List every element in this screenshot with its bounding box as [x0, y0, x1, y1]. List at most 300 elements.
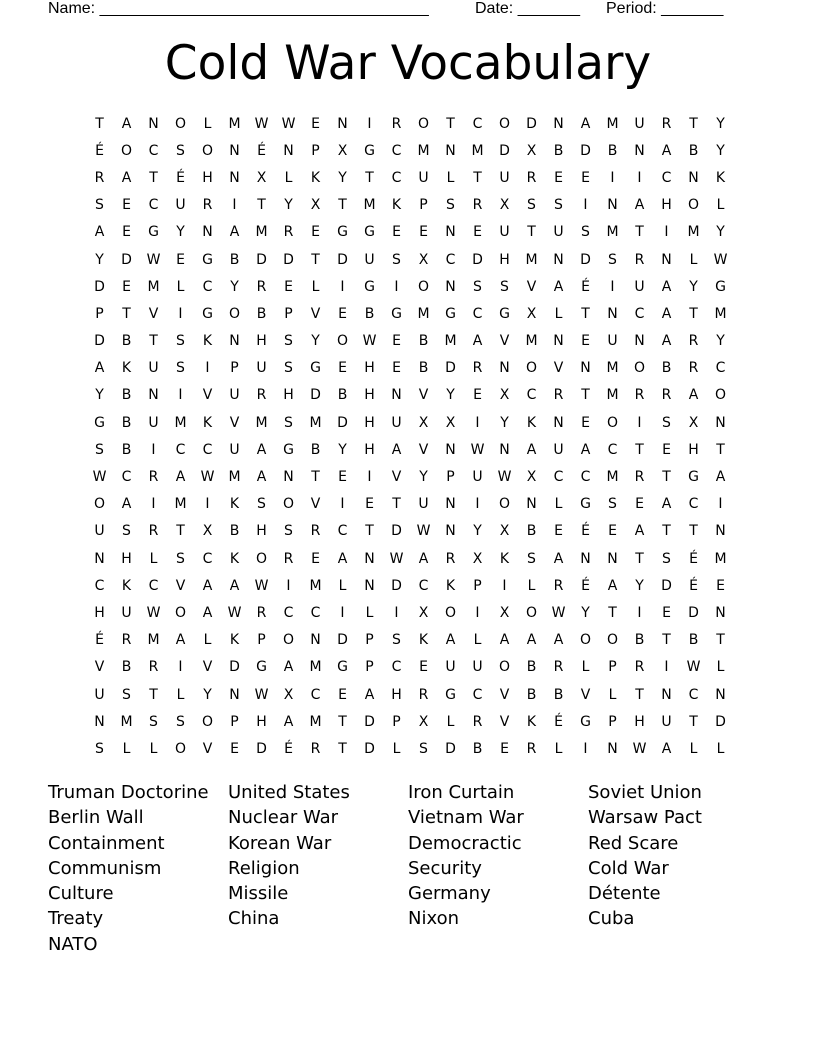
- grid-letter: A: [202, 604, 213, 621]
- grid-letter: C: [175, 441, 186, 458]
- word-bank-item: Containment: [48, 832, 165, 854]
- grid-letter: T: [689, 115, 698, 132]
- grid-letter: U: [148, 414, 159, 431]
- grid-letter: H: [94, 604, 105, 621]
- grid-letter: S: [284, 523, 293, 540]
- grid-letter: E: [311, 115, 320, 132]
- grid-letter: I: [610, 169, 615, 186]
- grid-letter: G: [148, 224, 159, 241]
- grid-letter: P: [257, 632, 266, 649]
- grid-letter: O: [174, 740, 187, 757]
- grid-letter: H: [391, 686, 402, 703]
- grid-letter: É: [689, 550, 698, 567]
- grid-letter: C: [310, 686, 321, 703]
- grid-letter: V: [391, 469, 402, 486]
- grid-letter: B: [418, 333, 429, 350]
- grid-letter: N: [553, 333, 564, 350]
- grid-letter: I: [178, 659, 183, 676]
- grid-letter: D: [688, 604, 699, 621]
- grid-letter: L: [554, 305, 563, 322]
- grid-letter: A: [364, 686, 375, 703]
- grid-letter: Y: [284, 197, 293, 214]
- grid-letter: B: [661, 360, 672, 377]
- grid-letter: O: [336, 333, 349, 350]
- grid-letter: E: [716, 577, 725, 594]
- grid-letter: T: [149, 169, 158, 186]
- grid-letter: H: [364, 441, 375, 458]
- grid-letter: L: [581, 659, 590, 676]
- grid-letter: C: [148, 142, 159, 159]
- grid-letter: R: [256, 387, 267, 404]
- grid-letter: H: [256, 333, 267, 350]
- grid-letter: N: [364, 550, 375, 567]
- grid-letter: W: [551, 604, 566, 621]
- grid-letter: C: [283, 604, 294, 621]
- grid-letter: T: [257, 197, 266, 214]
- page-title: Cold War Vocabulary: [164, 36, 652, 91]
- grid-letter: U: [175, 197, 186, 214]
- grid-letter: N: [445, 142, 456, 159]
- grid-letter: W: [416, 523, 431, 540]
- grid-letter: Y: [338, 441, 347, 458]
- grid-letter: C: [121, 469, 132, 486]
- word-bank-item: NATO: [48, 933, 98, 955]
- grid-letter: S: [419, 740, 428, 757]
- grid-letter: Y: [635, 577, 644, 594]
- grid-letter: C: [445, 251, 456, 268]
- grid-letter: X: [418, 251, 429, 268]
- grid-letter: L: [554, 496, 563, 513]
- grid-letter: T: [662, 523, 671, 540]
- grid-letter: A: [202, 577, 213, 594]
- grid-letter: A: [94, 224, 105, 241]
- grid-letter: E: [581, 414, 590, 431]
- grid-letter: W: [713, 251, 728, 268]
- grid-letter: O: [579, 632, 592, 649]
- grid-letter: N: [229, 686, 240, 703]
- grid-letter: K: [310, 169, 321, 186]
- grid-letter: W: [389, 550, 404, 567]
- grid-letter: R: [634, 659, 645, 676]
- grid-letter: Y: [473, 523, 482, 540]
- grid-letter: A: [121, 496, 132, 513]
- grid-letter: L: [365, 604, 374, 621]
- grid-letter: X: [283, 686, 294, 703]
- grid-letter: K: [229, 550, 240, 567]
- grid-letter: T: [635, 441, 644, 458]
- word-bank: [48, 780, 768, 957]
- grid-letter: U: [121, 604, 132, 621]
- grid-letter: X: [418, 713, 429, 730]
- grid-letter: É: [95, 142, 104, 159]
- grid-letter: C: [526, 387, 537, 404]
- grid-letter: R: [526, 740, 537, 757]
- grid-letter: Y: [230, 278, 239, 295]
- grid-letter: G: [202, 305, 213, 322]
- grid-letter: N: [148, 387, 159, 404]
- grid-letter: T: [716, 632, 725, 649]
- grid-letter: L: [473, 632, 482, 649]
- grid-letter: T: [338, 740, 347, 757]
- grid-letter: H: [661, 197, 672, 214]
- grid-letter: W: [686, 659, 701, 676]
- grid-letter: S: [122, 523, 131, 540]
- word-bank-item: Security: [408, 857, 482, 879]
- grid-letter: E: [311, 550, 320, 567]
- grid-letter: U: [94, 523, 105, 540]
- grid-letter: I: [178, 305, 183, 322]
- grid-letter: X: [688, 414, 699, 431]
- period-field-label: Period: _______: [606, 0, 724, 17]
- grid-letter: É: [257, 142, 266, 159]
- grid-letter: C: [310, 604, 321, 621]
- grid-letter: N: [445, 496, 456, 513]
- grid-letter: M: [228, 469, 241, 486]
- grid-letter: W: [632, 740, 647, 757]
- grid-letter: D: [229, 659, 240, 676]
- grid-letter: H: [364, 387, 375, 404]
- grid-letter: R: [553, 387, 564, 404]
- grid-letter: V: [175, 577, 186, 594]
- grid-letter: O: [525, 604, 538, 621]
- grid-letter: M: [606, 387, 619, 404]
- grid-letter: T: [365, 169, 374, 186]
- grid-letter: N: [715, 604, 726, 621]
- grid-letter: R: [661, 387, 672, 404]
- grid-letter: W: [362, 333, 377, 350]
- grid-letter: G: [364, 224, 375, 241]
- word-bank-item: Soviet Union: [588, 782, 702, 803]
- grid-letter: T: [689, 713, 698, 730]
- grid-letter: P: [365, 632, 374, 649]
- grid-letter: N: [445, 278, 456, 295]
- grid-letter: V: [526, 278, 537, 295]
- grid-letter: H: [256, 713, 267, 730]
- grid-letter: D: [715, 713, 726, 730]
- grid-letter: W: [146, 251, 161, 268]
- grid-letter: R: [283, 224, 294, 241]
- grid-letter: É: [581, 278, 590, 295]
- grid-letter: Y: [338, 169, 347, 186]
- grid-letter: R: [202, 197, 213, 214]
- grid-letter: C: [580, 469, 591, 486]
- grid-letter: G: [283, 441, 294, 458]
- grid-letter: S: [473, 278, 482, 295]
- grid-letter: N: [445, 224, 456, 241]
- grid-letter: R: [148, 469, 159, 486]
- grid-letter: T: [716, 441, 725, 458]
- grid-letter: M: [687, 224, 700, 241]
- grid-letter: M: [309, 659, 322, 676]
- grid-letter: G: [499, 305, 510, 322]
- grid-letter: G: [202, 251, 213, 268]
- grid-letter: É: [554, 713, 563, 730]
- grid-letter: T: [95, 115, 104, 132]
- grid-letter: H: [283, 387, 294, 404]
- grid-letter: N: [553, 115, 564, 132]
- grid-letter: X: [499, 604, 510, 621]
- grid-letter: O: [228, 305, 241, 322]
- grid-letter: E: [662, 604, 671, 621]
- grid-letter: L: [554, 740, 563, 757]
- grid-letter: S: [608, 251, 617, 268]
- grid-letter: X: [310, 197, 321, 214]
- grid-letter: X: [499, 523, 510, 540]
- grid-letter: N: [337, 115, 348, 132]
- grid-letter: N: [634, 333, 645, 350]
- grid-letter: K: [418, 632, 429, 649]
- grid-letter: B: [526, 523, 537, 540]
- grid-letter: O: [714, 387, 727, 404]
- grid-letter: T: [338, 713, 347, 730]
- name-field-label: Name: _____________________________________: [48, 0, 429, 17]
- grid-letter: R: [418, 686, 429, 703]
- grid-letter: H: [364, 414, 375, 431]
- grid-letter: G: [580, 713, 591, 730]
- grid-letter: A: [661, 333, 672, 350]
- grid-letter: L: [284, 169, 293, 186]
- grid-letter: M: [417, 305, 430, 322]
- grid-letter: T: [689, 305, 698, 322]
- grid-letter: N: [715, 686, 726, 703]
- grid-letter: P: [446, 469, 455, 486]
- grid-letter: D: [283, 251, 294, 268]
- grid-letter: L: [311, 278, 320, 295]
- grid-letter: U: [445, 659, 456, 676]
- grid-letter: W: [227, 604, 242, 621]
- grid-letter: A: [94, 360, 105, 377]
- grid-letter: W: [254, 115, 269, 132]
- grid-letter: D: [94, 333, 105, 350]
- grid-letter: O: [93, 496, 106, 513]
- grid-letter: C: [391, 142, 402, 159]
- grid-letter: S: [122, 686, 131, 703]
- grid-letter: M: [147, 278, 160, 295]
- grid-letter: I: [475, 496, 480, 513]
- grid-letter: V: [148, 305, 159, 322]
- grid-letter: U: [499, 224, 510, 241]
- grid-letter: D: [256, 740, 267, 757]
- grid-letter: A: [634, 197, 645, 214]
- grid-letter: O: [687, 197, 700, 214]
- grid-letter: N: [607, 305, 618, 322]
- grid-letter: A: [283, 659, 294, 676]
- grid-letter: N: [580, 550, 591, 567]
- grid-letter: V: [229, 414, 240, 431]
- grid-letter: T: [176, 523, 185, 540]
- grid-letter: O: [201, 713, 214, 730]
- grid-letter: L: [203, 632, 212, 649]
- grid-letter: X: [499, 387, 510, 404]
- grid-letter: K: [229, 496, 240, 513]
- word-bank-item: Democractic: [408, 832, 522, 854]
- grid-letter: K: [715, 169, 726, 186]
- grid-letter: W: [146, 604, 161, 621]
- grid-letter: U: [553, 224, 564, 241]
- grid-letter: M: [714, 550, 727, 567]
- grid-letter: T: [311, 469, 320, 486]
- grid-letter: A: [580, 441, 591, 458]
- grid-letter: I: [475, 604, 480, 621]
- grid-letter: A: [391, 441, 402, 458]
- grid-letter: X: [499, 197, 510, 214]
- grid-letter: É: [95, 632, 104, 649]
- grid-letter: Y: [716, 333, 725, 350]
- grid-letter: G: [94, 414, 105, 431]
- grid-letter: A: [553, 278, 564, 295]
- grid-letter: R: [661, 115, 672, 132]
- grid-letter: P: [230, 360, 239, 377]
- grid-letter: R: [310, 523, 321, 540]
- grid-letter: L: [149, 740, 158, 757]
- grid-letter: I: [637, 169, 642, 186]
- grid-letter: L: [392, 740, 401, 757]
- grid-letter: E: [122, 278, 131, 295]
- word-bank-item: Warsaw Pact: [588, 807, 702, 829]
- grid-letter: S: [176, 550, 185, 567]
- grid-letter: M: [174, 414, 187, 431]
- grid-letter: N: [553, 414, 564, 431]
- grid-letter: S: [662, 414, 671, 431]
- grid-letter: B: [634, 632, 645, 649]
- grid-letter: E: [122, 224, 131, 241]
- grid-letter: S: [554, 197, 563, 214]
- grid-letter: P: [365, 659, 374, 676]
- grid-letter: I: [664, 224, 669, 241]
- grid-letter: E: [473, 387, 482, 404]
- grid-letter: U: [472, 659, 483, 676]
- grid-letter: S: [176, 333, 185, 350]
- grid-letter: A: [337, 550, 348, 567]
- grid-letter: U: [229, 441, 240, 458]
- grid-letter: V: [418, 387, 429, 404]
- grid-letter: O: [633, 360, 646, 377]
- grid-letter: B: [229, 523, 240, 540]
- grid-letter: N: [661, 251, 672, 268]
- grid-letter: D: [121, 251, 132, 268]
- grid-letter: E: [419, 224, 428, 241]
- grid-letter: É: [284, 740, 293, 757]
- word-bank-item: Détente: [588, 883, 661, 905]
- grid-letter: B: [418, 360, 429, 377]
- grid-letter: B: [526, 659, 537, 676]
- grid-letter: L: [689, 251, 698, 268]
- grid-letter: S: [581, 224, 590, 241]
- grid-letter: V: [553, 360, 564, 377]
- grid-letter: Y: [203, 686, 212, 703]
- grid-letter: P: [311, 142, 320, 159]
- grid-letter: R: [634, 469, 645, 486]
- grid-letter: Y: [500, 414, 509, 431]
- grid-letter: H: [634, 713, 645, 730]
- grid-letter: C: [715, 360, 726, 377]
- word-bank-item: Berlin Wall: [48, 807, 144, 829]
- grid-letter: A: [175, 469, 186, 486]
- grid-letter: O: [417, 278, 430, 295]
- grid-letter: A: [283, 713, 294, 730]
- date-field-label: Date: _______: [475, 0, 580, 17]
- grid-letter: X: [526, 305, 537, 322]
- grid-letter: L: [203, 115, 212, 132]
- grid-letter: S: [95, 441, 104, 458]
- grid-letter: S: [500, 278, 509, 295]
- grid-letter: T: [662, 469, 671, 486]
- grid-letter: M: [714, 305, 727, 322]
- grid-letter: B: [553, 686, 564, 703]
- grid-letter: T: [122, 305, 131, 322]
- grid-letter: M: [525, 333, 538, 350]
- grid-letter: Y: [446, 387, 455, 404]
- grid-letter: M: [606, 115, 619, 132]
- grid-letter: D: [580, 142, 591, 159]
- grid-letter: B: [121, 333, 132, 350]
- grid-letter: N: [202, 224, 213, 241]
- grid-letter: I: [664, 659, 669, 676]
- grid-letter: U: [472, 469, 483, 486]
- grid-letter: B: [121, 387, 132, 404]
- grid-letter: M: [309, 713, 322, 730]
- grid-letter: A: [634, 523, 645, 540]
- grid-letter: N: [715, 523, 726, 540]
- grid-letter: E: [500, 740, 509, 757]
- grid-letter: H: [364, 360, 375, 377]
- grid-letter: E: [176, 251, 185, 268]
- grid-letter: B: [337, 387, 348, 404]
- grid-letter: P: [608, 713, 617, 730]
- word-bank-item: Korean War: [228, 832, 332, 854]
- grid-letter: O: [606, 632, 619, 649]
- grid-letter: E: [635, 496, 644, 513]
- grid-letter: A: [256, 441, 267, 458]
- grid-letter: S: [527, 550, 536, 567]
- grid-letter: K: [229, 632, 240, 649]
- grid-letter: C: [337, 523, 348, 540]
- grid-letter: W: [470, 441, 485, 458]
- word-bank-item: Truman Doctorine: [48, 782, 209, 803]
- grid-letter: V: [418, 441, 429, 458]
- grid-letter: U: [229, 387, 240, 404]
- grid-letter: N: [364, 577, 375, 594]
- grid-letter: B: [121, 441, 132, 458]
- grid-letter: C: [634, 305, 645, 322]
- grid-letter: A: [229, 577, 240, 594]
- grid-letter: T: [149, 686, 158, 703]
- grid-letter: U: [364, 251, 375, 268]
- grid-letter: U: [256, 360, 267, 377]
- grid-letter: T: [392, 496, 401, 513]
- grid-letter: M: [255, 224, 268, 241]
- grid-letter: I: [340, 496, 345, 513]
- grid-letter: R: [472, 713, 483, 730]
- grid-letter: I: [475, 414, 480, 431]
- grid-letter: Y: [716, 115, 725, 132]
- grid-letter: A: [607, 577, 618, 594]
- grid-letter: B: [688, 142, 699, 159]
- grid-letter: D: [526, 115, 537, 132]
- grid-letter: L: [716, 197, 725, 214]
- grid-letter: L: [446, 713, 455, 730]
- grid-letter: M: [309, 414, 322, 431]
- grid-letter: P: [95, 305, 104, 322]
- grid-letter: R: [634, 387, 645, 404]
- grid-letter: D: [337, 414, 348, 431]
- grid-letter: V: [310, 496, 321, 513]
- word-bank-item: United States: [228, 782, 350, 803]
- grid-letter: T: [662, 632, 671, 649]
- grid-letter: O: [417, 115, 430, 132]
- grid-letter: R: [256, 278, 267, 295]
- grid-letter: S: [257, 496, 266, 513]
